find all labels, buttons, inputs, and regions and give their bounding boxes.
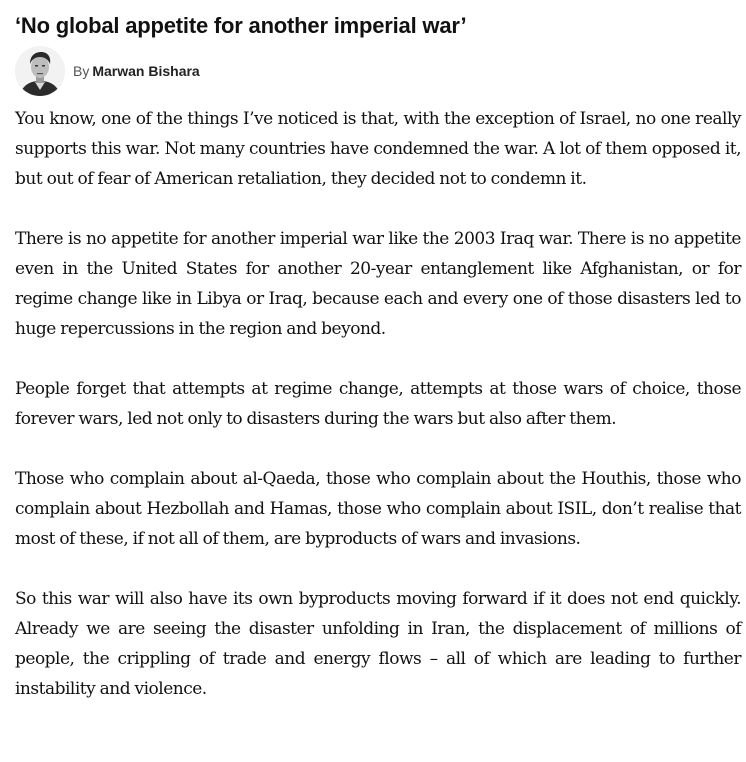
- paragraph: Those who complain about al-Qaeda, those who complain about the Houthis, those who complain about Hezbollah and Hamas, those who complain about ISIL, don’t realise that most of these, if not all of them, are byproducts of wars and invasions.: [15, 469, 741, 549]
- article-body: [15, 104, 741, 704]
- author-portrait-icon: [15, 46, 65, 96]
- author-avatar[interactable]: [15, 46, 65, 96]
- author-name-link[interactable]: Marwan Bishara: [92, 63, 200, 79]
- paragraph: You know, one of the things I’ve noticed is that, with the exception of Israel, no one really supports this war. Not many countries have condemned the war. A lot of them opposed it, but out of fear of American retaliation, they decided not to condemn it.: [15, 109, 741, 189]
- article-headline: ‘No global appetite for another imperial war’: [15, 13, 467, 38]
- byline-prefix: By: [73, 63, 90, 79]
- paragraph: So this war will also have its own byproducts moving forward if it does not end quickly. Already we are seeing the disaster unfolding in Iran, the displacement of millions of people, the crippling of trade and energy flows – all of which are leading to further instability and violence.: [15, 589, 741, 699]
- byline-text: [73, 63, 200, 79]
- paragraph: There is no appetite for another imperial war like the 2003 Iraq war. There is no appetite even in the United States for another 20-year entanglement like Afghanistan, or for regime change like in Libya or Iraq, because each and every one of those disasters led to huge repercussions in the region and beyond.: [15, 229, 741, 339]
- paragraph: People forget that attempts at regime change, attempts at those wars of choice, those forever wars, led not only to disasters during the wars but also after them.: [15, 379, 741, 429]
- article: [15, 0, 743, 734]
- byline: [15, 46, 743, 96]
